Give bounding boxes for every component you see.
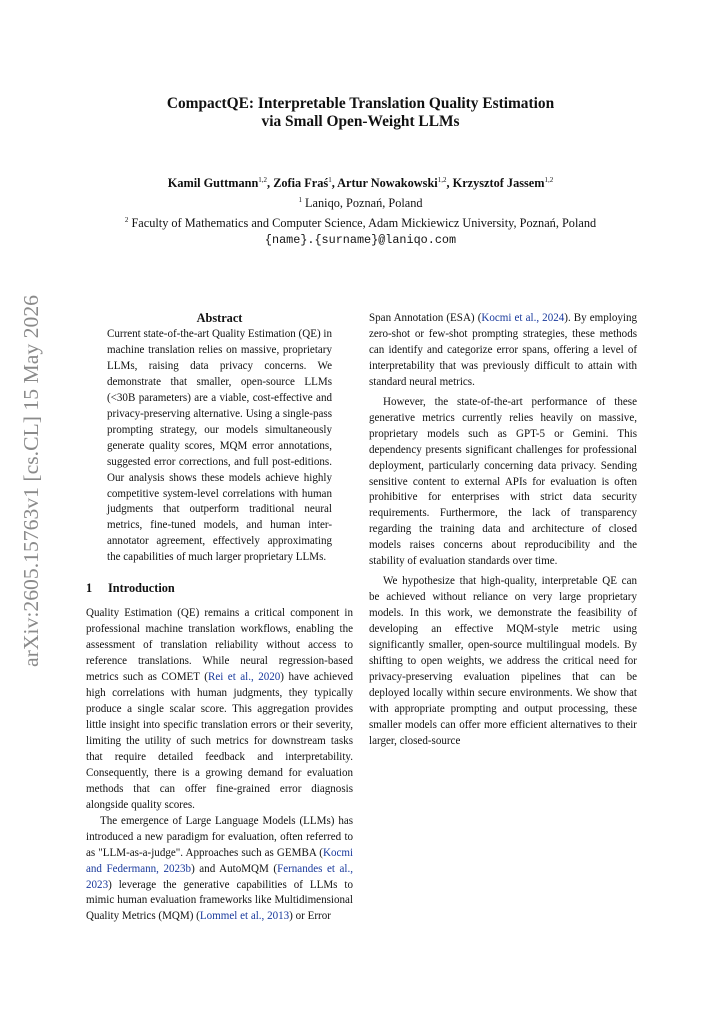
text-span: ( xyxy=(196,910,200,923)
text-span: employing xyxy=(589,312,638,324)
citation-link[interactable]: al., xyxy=(525,312,540,324)
citation-link[interactable]: et xyxy=(326,862,335,875)
text-span: and xyxy=(199,862,216,875)
citation-link[interactable]: et xyxy=(240,910,249,923)
text-span: strategies, xyxy=(522,327,568,340)
text-span: "LLM-as-a-judge". xyxy=(98,846,184,859)
text-span: prompting xyxy=(472,327,519,340)
text-span: to xyxy=(344,830,354,843)
text-span: Multidimensional xyxy=(274,894,353,907)
text-span: can xyxy=(369,343,385,356)
affiliation-1-sup: 1 xyxy=(298,196,302,205)
citation-link[interactable]: al., xyxy=(339,862,353,875)
text-span: Quality Estimation (QE) remains a critical component in professional machine translation workflows, enabling the assessment of translation reliability without access to reference translations. While neural regression-based metrics such as COMET ( xyxy=(86,607,353,684)
affiliation-2-sup: 2 xyxy=(124,216,129,225)
text-span: leverage xyxy=(118,878,157,891)
text-span: The xyxy=(100,814,118,827)
text-span: error xyxy=(496,343,519,356)
text-span: Annotation xyxy=(393,312,444,324)
citation-link[interactable]: Kocmi xyxy=(481,312,512,324)
text-span: generative xyxy=(183,878,230,891)
text-span: By xyxy=(573,312,587,324)
text-span: such xyxy=(241,846,262,859)
text-span: Error xyxy=(307,910,331,923)
text-span: paradigm xyxy=(166,830,209,843)
text-span: Approaches xyxy=(185,846,239,859)
text-span: that xyxy=(439,359,457,372)
intro-paragraph-1 xyxy=(86,606,353,813)
text-span: capabilities xyxy=(236,878,287,891)
text-span: and xyxy=(427,343,443,356)
text-span: standard xyxy=(369,375,407,388)
text-span: GEMBA xyxy=(276,846,317,859)
text-span: introduced xyxy=(86,830,134,843)
affiliation-1 xyxy=(0,192,721,212)
abstract-text: Current state-of-the-art Quality Estimation (QE) in machine translation relies on massive, proprietary LLMs, raising data privacy concerns. We demonstrate that smaller, open-source LLMs (<30B parameters) are a viable, cost-effective and privacy-preserving alternative. Using a single-pass prompting strategy, our models simultaneously generate quality scores, MQM error annotations, suggested error corrections, and full post-editions. Our analysis shows these models achieve highly competitive system-level correlations with human judgments that outperform traditional neural metrics, fine-tuned models, and human inter-annotator agreement, effectively approximating the capabilities of much larger proprietary LLMs. xyxy=(107,328,332,564)
text-span: or xyxy=(295,910,305,923)
affiliation-1-text: Laniqo, Poznań, Poland xyxy=(305,196,423,211)
author-block xyxy=(0,172,721,249)
text-span: previously xyxy=(482,359,530,372)
text-span: mimic xyxy=(86,894,115,907)
author-4-affil: 1,2 xyxy=(544,176,554,184)
author-4: Krzysztof Jassem xyxy=(452,176,545,191)
intro-paragraph-2 xyxy=(86,814,353,926)
author-1-affil: 1,2 xyxy=(258,176,268,184)
arxiv-stamp xyxy=(12,295,46,667)
text-span: Span xyxy=(369,312,392,324)
text-span: identify xyxy=(388,343,423,356)
text-span: Quality xyxy=(86,910,120,923)
arxiv-stamp-text: arXiv:2605.15763v1 [cs.CL] 15 May 2026 xyxy=(19,297,43,667)
text-span: frameworks xyxy=(199,894,252,907)
text-span: ( xyxy=(319,846,323,859)
author-1: Kamil Guttmann xyxy=(167,176,259,191)
citation-link[interactable]: 2023 xyxy=(86,878,109,891)
right-column xyxy=(369,311,637,750)
text-span: LLMs xyxy=(309,878,338,891)
text-span: ) xyxy=(289,910,293,923)
intro-paragraph-3: However, the state-of-the-art performance of these generative metrics currently relies heavily on massive, proprietary models such as GPT-5 or Gemini. This dependency presents significant challenges for professional deployment, particularly concerning data privacy. Sending sensitive content to external APIs for evaluation is often prohibitive for enterprises with strict data security requirements. Furthermore, the lack of transparency regarding the training data and architecture of closed models raises concerns about reproducibility and the stability of evaluation standards over time. xyxy=(369,395,637,568)
text-span: to xyxy=(344,878,353,891)
text-span: of xyxy=(293,878,303,891)
text-span: categorize xyxy=(447,343,493,356)
text-span: ( xyxy=(477,312,482,324)
paper-title xyxy=(0,95,721,131)
text-span: few-shot xyxy=(428,327,468,340)
text-span: ( xyxy=(273,862,278,875)
text-span: spans, xyxy=(522,343,550,356)
author-3-affil: 1,2 xyxy=(437,176,447,184)
text-span: ) have achieved high correlations with human judgments, they typically produce a single scalar score. This aggregation provides little insight into specific translation errors or their severity, limiting the utility of such metrics for downstream tasks that require detailed feedback and interpretability. Consequently, there is a growing demand for evaluation methods that can offer fine-grained error diagnosis alongside quality scores. xyxy=(86,671,354,811)
author-3: Artur Nowakowski xyxy=(337,176,438,191)
citation-link[interactable]: and xyxy=(86,862,102,875)
text-span: with xyxy=(617,359,638,372)
intro-paragraph-2-continued xyxy=(369,311,637,391)
citation-link[interactable]: Rei et al., 2020 xyxy=(207,671,281,684)
intro-paragraph-4: We hypothesize that high-quality, interpretable QE can be achieved without reliance on very large proprietary models. In this work, we demonstrate the feasibility of developing an effective MQM-style metric using significantly smaller, open-source multilingual models. By shifting to open weights, we address the critical need for privacy-preserving evaluation pipelines that can be deployed locally within secure environments. We show that with appropriate prompting and output processing, these smaller models can offer more efficient alternatives to their larger, closed-source xyxy=(369,575,637,747)
text-span: interpretability xyxy=(369,359,435,372)
text-span: ) xyxy=(108,878,112,891)
contact-email: {name}.{surname}@laniqo.com xyxy=(264,233,457,248)
text-span: like xyxy=(254,894,272,907)
text-span: evaluation, xyxy=(227,830,277,843)
text-span: Models xyxy=(262,814,296,827)
text-span: Metrics xyxy=(121,910,156,923)
text-span: new xyxy=(144,830,164,843)
text-span: neural xyxy=(409,375,437,388)
affiliation-2 xyxy=(0,212,721,232)
text-span: to xyxy=(574,359,584,372)
citation-link[interactable]: Federmann, xyxy=(106,862,159,875)
text-span: has xyxy=(338,814,354,827)
text-span: attain xyxy=(588,359,613,372)
text-span: often xyxy=(280,830,303,843)
text-span: or xyxy=(414,327,425,340)
citation-link[interactable]: Kocmi xyxy=(322,846,354,859)
text-span xyxy=(112,879,119,891)
text-span: a xyxy=(593,343,599,356)
section-heading-introduction xyxy=(86,580,353,596)
text-span: human xyxy=(117,894,148,907)
author-2-affil: 1 xyxy=(328,176,332,184)
text-span: for xyxy=(211,830,225,843)
text-span: ). xyxy=(564,312,571,324)
title-line-1: CompactQE: Interpretable Translation Quality Estimation xyxy=(166,95,555,112)
citation-link[interactable]: Fernandes xyxy=(277,862,323,875)
citation-link[interactable]: 2013 xyxy=(267,910,290,923)
text-span: of xyxy=(172,814,182,827)
text-span: methods xyxy=(599,327,638,340)
text-span: evaluation xyxy=(150,894,197,907)
text-span: (LLMs) xyxy=(299,814,335,827)
text-span: level xyxy=(602,343,624,356)
author-names: Kamil Guttmann$^{1,2}$, Zofia Fraś$^1$, Artur Nowakowski$^{1,2}$, Krzysztof Jassem$^{1,2}$ xyxy=(167,176,554,191)
text-span: Language xyxy=(215,814,259,827)
text-span: metrics. xyxy=(439,375,475,388)
author-2: Zofia Fraś xyxy=(273,176,329,191)
text-span: as xyxy=(86,846,96,859)
text-span xyxy=(287,879,294,891)
citation-link[interactable]: al., xyxy=(250,910,265,923)
text-span: emergence xyxy=(121,814,169,827)
citation-link[interactable]: Lommel xyxy=(199,910,238,923)
text-span: offering xyxy=(553,343,590,356)
citation-link[interactable]: et xyxy=(514,312,523,324)
text-span xyxy=(303,879,310,891)
text-span: was xyxy=(460,359,479,372)
text-span: (MQM) xyxy=(158,910,194,923)
text-span: the xyxy=(163,878,177,891)
section-title: Introduction xyxy=(108,581,175,596)
text-span: Large xyxy=(185,814,212,827)
text-span: these xyxy=(572,327,595,340)
text-span: AutoMQM xyxy=(219,862,269,875)
text-span: as xyxy=(264,846,274,859)
text-span: of xyxy=(627,343,638,356)
section-number: 1 xyxy=(86,581,93,596)
left-column xyxy=(86,310,353,925)
text-span: difficult xyxy=(534,359,570,372)
title-line-2: via Small Open-Weight LLMs xyxy=(261,113,460,130)
abstract-heading: Abstract xyxy=(196,311,243,325)
affiliation-2-text: Faculty of Mathematics and Computer Science, Adam Mickiewicz University, Poznań, Poland xyxy=(131,216,597,231)
citation-link[interactable]: 2024 xyxy=(542,312,565,324)
text-span: a xyxy=(136,830,142,843)
text-span: referred xyxy=(306,830,342,843)
text-span xyxy=(177,879,184,891)
text-span: (ESA) xyxy=(446,312,475,324)
citation-link[interactable]: 2023b xyxy=(163,862,192,875)
text-span: ) xyxy=(191,862,195,875)
text-span: zero-shot xyxy=(369,327,411,340)
